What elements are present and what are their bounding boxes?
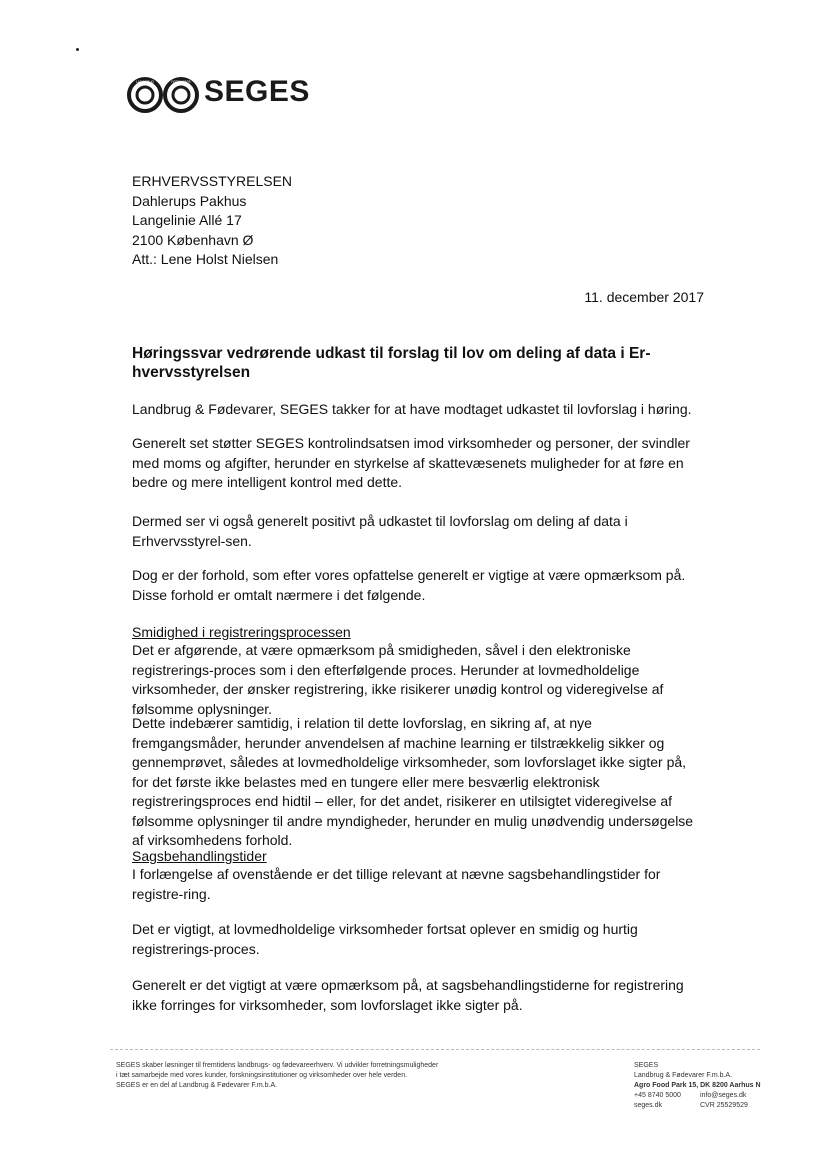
paragraph: I forlængelse af ovenstående er det tillige relevant at nævne sagsbehandlingstider for registre-ring. xyxy=(132,866,661,902)
recipient-line: Langelinie Allé 17 xyxy=(132,212,242,228)
section-heading: Smidighed i registreringsprocessen xyxy=(132,624,351,640)
logo-ring-right-text: FØDEVARER xyxy=(171,80,191,84)
recipient-line: Dahlerups Pakhus xyxy=(132,192,247,209)
paragraph: Generelt er det vigtigt at være opmærksom på, at sagsbehandlingstiderne for registrering ikke forringes for virksomheder, som lovforslaget ikke sigter på. xyxy=(132,977,684,1013)
section-heading: Sagsbehandlingstider xyxy=(132,848,267,864)
footer-cvr: CVR 25529529 xyxy=(700,1102,748,1109)
footer-org: SEGES xyxy=(634,1062,659,1069)
letter-title: Høringssvar vedrørende udkast til forslag til lov om deling af data i Er-hvervsstyrelsen xyxy=(132,345,651,381)
footer-contact-row xyxy=(634,1091,774,1101)
recipient-line: 2100 København Ø xyxy=(132,231,254,248)
footer-contact-row xyxy=(634,1101,774,1111)
footer-address: Agro Food Park 15, DK 8200 Aarhus N xyxy=(634,1082,761,1089)
scan-speck xyxy=(76,48,79,51)
seges-rings-icon xyxy=(126,76,202,114)
recipient-line: ERHVERVSSTYRELSEN xyxy=(132,173,293,189)
paragraph: Dermed ser vi også generelt positivt på udkastet til lovforslag om deling af data i Erhvervsstyrel-sen. xyxy=(132,513,628,549)
paragraph: Landbrug & Fødevarer, SEGES takker for at have modtaget udkastet til lovforslag i høring. xyxy=(132,401,692,417)
footer-line: i tæt samarbejde med vores kunder, forskningsinstitutioner og virksomheder over hele verden. xyxy=(116,1072,408,1079)
paragraph: Det er vigtigt, at lovmedholdelige virksomheder fortsat oplever en smidig og hurtig registrerings-proces. xyxy=(132,921,638,957)
paragraph: Det er afgørende, at være opmærksom på smidigheden, såvel i den elektroniske registrerings-proces som i den efterfølgende proces. Herunder at lovmedholdelige virksomheder, der ønsker registrering, ikke risikerer unødig kontrol og videregivelse af følsomme oplysninger. xyxy=(132,642,664,717)
footer-email[interactable]: info@seges.dk xyxy=(700,1092,747,1099)
footer-contact xyxy=(634,1061,774,1111)
footer-description xyxy=(116,1061,536,1091)
letter-date: 11. december 2017 xyxy=(584,289,704,305)
paragraph: Generelt set støtter SEGES kontrolindsatsen imod virksomheder og personer, der svindler med moms og afgifter, herunder en styrkelse af skattevæsenets muligheder for at føre en bedre og mere intelligent kontrol med dette. xyxy=(132,435,690,490)
footer-divider xyxy=(110,1049,760,1050)
logo-wordmark: SEGES xyxy=(204,75,310,108)
recipient-line: Att.: Lene Holst Nielsen xyxy=(132,251,279,267)
footer-line: SEGES skaber løsninger til fremtidens landbrugs- og fødevareerhverv. Vi udvikler forretningsmuligheder xyxy=(116,1062,439,1069)
paragraph: Dog er der forhold, som efter vores opfattelse generelt er vigtige at være opmærksom på. Disse forhold er omtalt nærmere i det følgende. xyxy=(132,567,686,603)
recipient-address xyxy=(132,172,292,270)
footer-phone: +45 8740 5000 xyxy=(634,1092,681,1099)
paragraph: Dette indebærer samtidig, i relation til dette lovforslag, en sikring af, at nye fremgangsmåder, herunder anvendelsen af machine learning er tilstrækkelig sikker og gennemprøvet, således at lovmedholdelige virksomheder, som lovforslaget ikke sigter på, for det første ikke belastes med en tungere eller mere besværlig elektronisk registreringsproces end hidtil – eller, for det andet, risikerer en utilsigtet videregivelse af følsomme oplysninger til andre myndigheder, herunder en mulig unødvendig undersøgelse af virksomhedens forhold. xyxy=(132,715,694,848)
footer-web[interactable]: seges.dk xyxy=(634,1102,663,1109)
seges-logo xyxy=(126,74,316,114)
footer-org-full: Landbrug & Fødevarer F.m.b.A. xyxy=(634,1072,733,1079)
footer-line: SEGES er en del af Landbrug & Fødevarer F.m.b.A. xyxy=(116,1082,278,1089)
logo-ring-left-text: LANDBRUG xyxy=(135,80,155,84)
